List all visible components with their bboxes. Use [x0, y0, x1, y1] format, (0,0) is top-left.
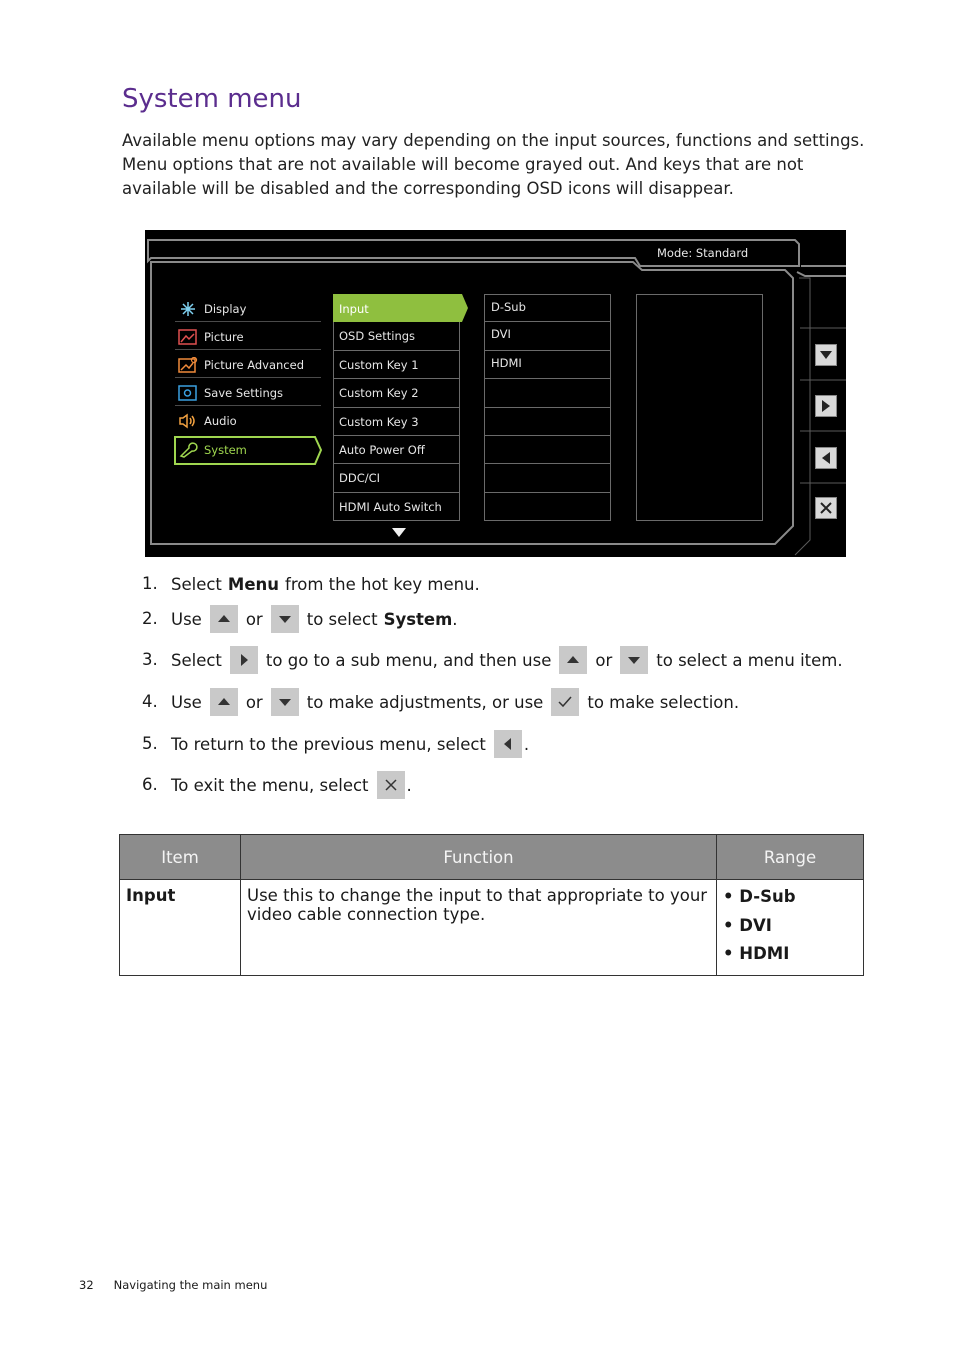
left-arrow-icon	[816, 448, 836, 468]
step-number: 1.	[142, 574, 158, 593]
osd-menu-save-settings[interactable]	[175, 380, 321, 406]
step-text-part: to make selection.	[587, 692, 740, 712]
down-key-button[interactable]	[620, 646, 648, 674]
osd-sub-item-label: Custom Key 3	[339, 414, 419, 429]
save-settings-icon	[178, 385, 198, 401]
osd-sub-item-label: Custom Key 2	[339, 386, 419, 401]
step-text-part: to go to a sub menu, and then use	[265, 650, 552, 670]
osd-selected-pointer	[459, 294, 469, 323]
osd-sub-item-custom-key-2[interactable]	[333, 379, 460, 407]
osd-sub-item-label: HDMI Auto Switch	[339, 499, 442, 514]
table-cell-item: Input	[120, 880, 241, 976]
step-text-part: from the hot key menu.	[285, 574, 480, 594]
step-text-part: To return to the previous menu, select	[171, 734, 486, 754]
osd-key-right[interactable]	[815, 395, 837, 417]
osd-option-dvi[interactable]	[484, 322, 611, 350]
osd-option-d-sub[interactable]	[484, 294, 611, 322]
osd-sub-item-custom-key-3[interactable]	[333, 408, 460, 436]
osd-menu-label: Picture	[204, 330, 244, 344]
osd-mode-label: Mode: Standard	[657, 246, 749, 260]
osd-sub-item-label: DDC/CI	[339, 471, 381, 486]
right-arrow-icon	[816, 396, 836, 416]
osd-sub-item-hdmi-auto-switch[interactable]	[333, 493, 460, 521]
up-key-button[interactable]	[210, 688, 238, 716]
step-text-part: or	[595, 650, 613, 670]
osd-sub-item-auto-power-off[interactable]	[333, 436, 460, 464]
step-text-bold: Menu	[227, 574, 280, 594]
step-text-part: or	[245, 692, 263, 712]
display-icon	[178, 301, 198, 317]
step-number: 2.	[142, 609, 158, 628]
exit-key-button[interactable]	[377, 771, 405, 799]
down-arrow-icon	[271, 605, 299, 633]
osd-option-label: D-Sub	[491, 300, 526, 314]
system-icon	[178, 442, 198, 458]
osd-sub-menu	[333, 294, 460, 521]
picture-icon	[178, 329, 198, 345]
step-text	[171, 603, 458, 635]
osd-menu-picture[interactable]	[175, 324, 321, 350]
up-arrow-icon	[210, 688, 238, 716]
osd-option-empty	[484, 379, 611, 407]
osd-menu-system[interactable]	[175, 437, 321, 463]
osd-sub-item-label: OSD Settings	[339, 329, 416, 344]
step-text-part: to select	[306, 609, 378, 629]
osd-sub-item-ddc-ci[interactable]	[333, 464, 460, 492]
osd-option-empty	[484, 436, 611, 464]
osd-option-label: DVI	[491, 327, 511, 342]
down-arrow-icon	[271, 688, 299, 716]
osd-menu-display[interactable]	[175, 296, 321, 322]
osd-screenshot	[145, 230, 846, 557]
left-key-button[interactable]	[494, 730, 522, 758]
step-text	[171, 644, 843, 676]
audio-icon	[178, 413, 198, 429]
step-text-part: to make adjustments, or use	[306, 692, 544, 712]
step-text-part: .	[452, 609, 458, 629]
osd-option-empty	[484, 464, 611, 492]
osd-menu-audio[interactable]	[175, 408, 321, 434]
step-number: 3.	[142, 650, 158, 669]
osd-option-empty	[484, 493, 611, 521]
osd-sub-item-input[interactable]	[333, 294, 460, 322]
column-header-range: Range	[717, 835, 864, 880]
range-option: • D-Sub	[723, 887, 796, 906]
step-text	[171, 728, 529, 760]
osd-menu-picture-advanced[interactable]	[175, 352, 321, 378]
column-header-item: Item	[120, 835, 241, 880]
step-text-part: Select	[171, 650, 222, 670]
page-title: System menu	[122, 84, 302, 114]
osd-sub-item-custom-key-1[interactable]	[333, 351, 460, 379]
osd-key-down[interactable]	[815, 344, 837, 366]
step-number: 5.	[142, 734, 158, 753]
osd-option-empty	[484, 408, 611, 436]
step-text-part: .	[406, 775, 412, 795]
check-icon	[551, 688, 579, 716]
osd-menu-label: Picture Advanced	[204, 358, 305, 372]
step-text-part: Use	[171, 609, 202, 629]
table-header-row	[120, 835, 864, 880]
osd-menu-label: Audio	[204, 414, 237, 428]
ok-key-button[interactable]	[551, 688, 579, 716]
range-option: • HDMI	[723, 944, 790, 963]
step-text	[171, 568, 480, 600]
close-icon	[377, 771, 405, 799]
up-key-button[interactable]	[210, 605, 238, 633]
osd-option-label: HDMI	[491, 355, 522, 370]
system-menu-table	[119, 834, 864, 976]
down-key-button[interactable]	[271, 605, 299, 633]
down-arrow-icon	[620, 646, 648, 674]
picture-advanced-icon	[178, 357, 198, 373]
table-cell-range	[717, 880, 864, 976]
osd-sub-item-label: Input	[339, 302, 369, 316]
range-option: • DVI	[723, 915, 772, 935]
osd-key-exit[interactable]	[815, 497, 837, 519]
up-key-button[interactable]	[559, 646, 587, 674]
close-icon	[816, 498, 836, 518]
osd-key-left[interactable]	[815, 447, 837, 469]
osd-sub-item-label: Auto Power Off	[339, 442, 425, 457]
osd-menu-label: Display	[204, 302, 247, 316]
step-number: 6.	[142, 775, 158, 794]
down-arrow-icon	[816, 345, 836, 365]
up-arrow-icon	[210, 605, 238, 633]
step-text-part: or	[245, 609, 263, 629]
footer-section: Navigating the main menu	[113, 1278, 268, 1292]
up-arrow-icon	[559, 646, 587, 674]
range-list	[723, 883, 857, 969]
step-text-part: To exit the menu, select	[171, 775, 369, 795]
down-key-button[interactable]	[271, 688, 299, 716]
osd-sub-item-osd-settings[interactable]	[333, 322, 460, 350]
scroll-down-arrow-icon	[392, 528, 406, 537]
step-text-part: Use	[171, 692, 202, 712]
step-text	[171, 686, 739, 718]
step-text-part: Select	[171, 574, 222, 594]
osd-menu-label: System	[204, 443, 247, 457]
page-number: 32	[79, 1278, 94, 1292]
left-arrow-icon	[494, 730, 522, 758]
step-text-bold: System	[383, 609, 453, 629]
step-number: 4.	[142, 692, 158, 711]
intro-paragraph: Available menu options may vary depending on the input sources, functions and settings. Menu options that are not available will become grayed out. And keys that are not available will be disabled and the corresponding OSD icons will disappear.	[122, 131, 865, 198]
column-header-function: Function	[241, 835, 717, 880]
right-arrow-icon	[230, 646, 258, 674]
step-text	[171, 769, 412, 801]
osd-preview-panel	[636, 294, 763, 521]
osd-sub-item-label: Custom Key 1	[339, 357, 419, 372]
right-key-button[interactable]	[230, 646, 258, 674]
table-row	[120, 880, 864, 976]
table-cell-function: Use this to change the input to that appropriate to your video cable connection type.	[241, 880, 717, 976]
step-text-part: to select a menu item.	[656, 650, 843, 670]
osd-menu-label: Save Settings	[204, 386, 284, 400]
step-text-part: .	[523, 734, 530, 754]
osd-option-hdmi[interactable]	[484, 351, 611, 379]
osd-options	[484, 294, 611, 521]
page-footer	[79, 1278, 267, 1292]
